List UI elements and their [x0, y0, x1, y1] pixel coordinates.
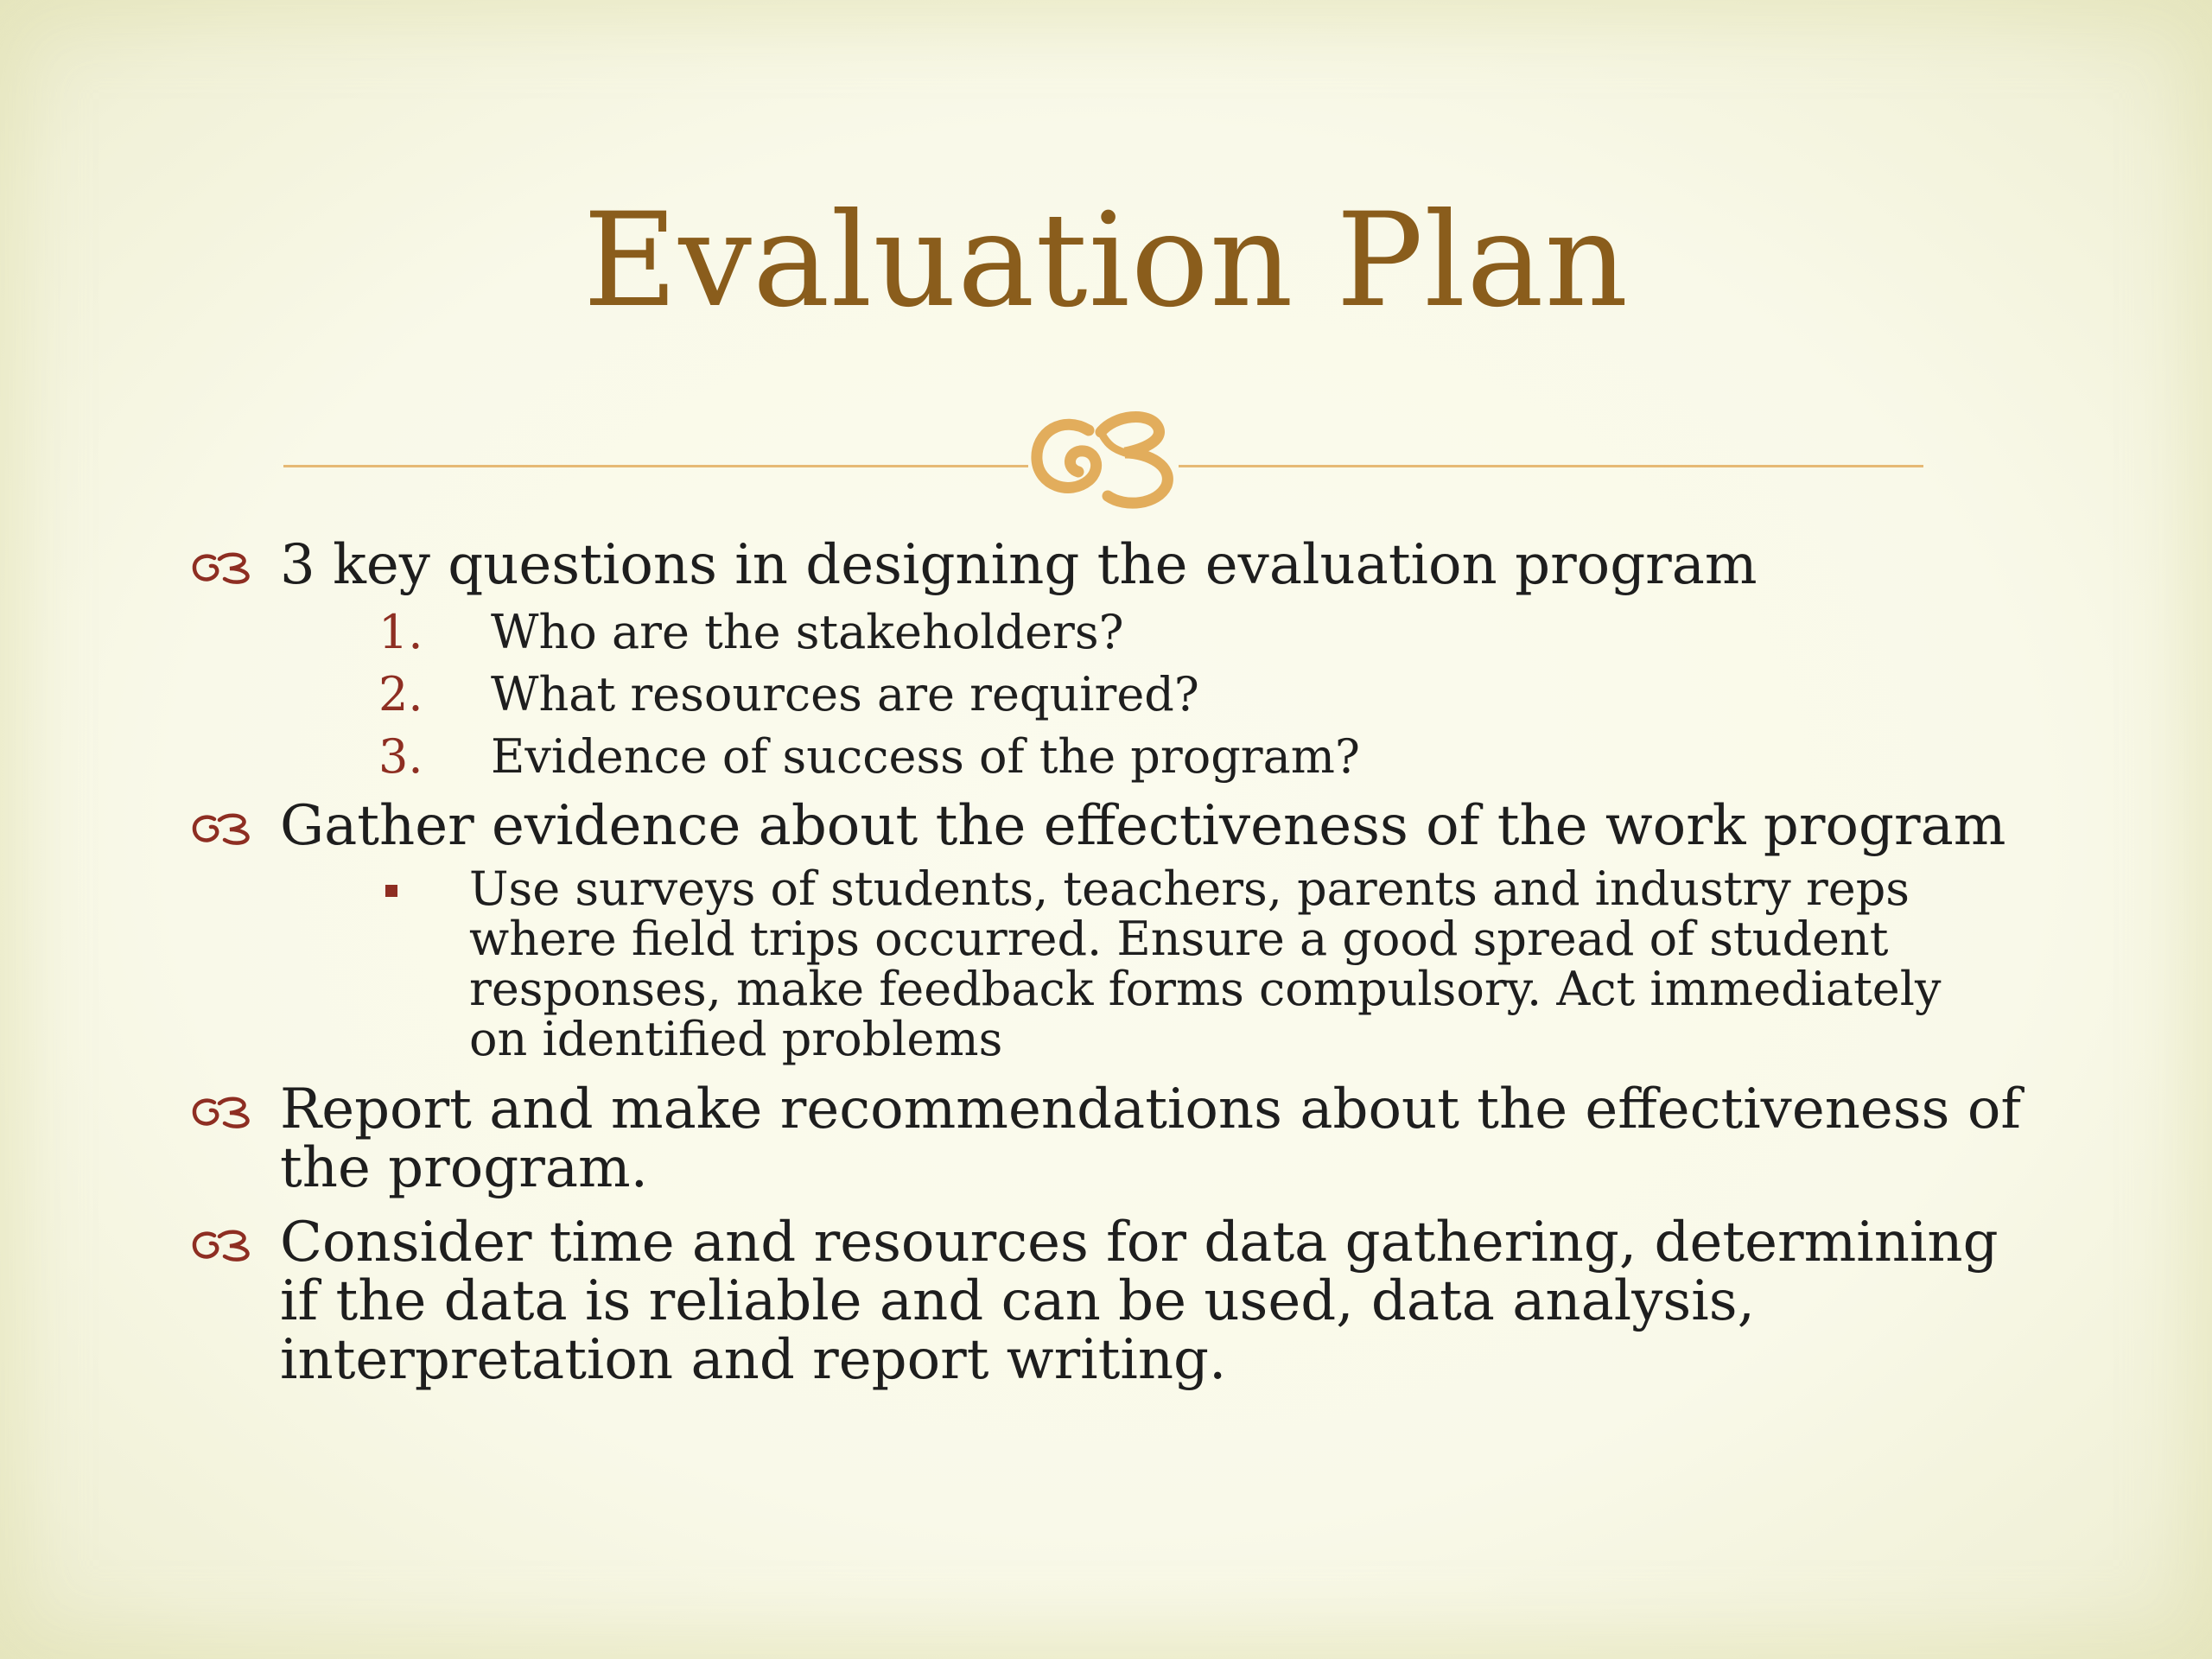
swirl-ornament-icon	[1028, 406, 1179, 510]
slide-title: Evaluation Plan	[582, 186, 1630, 336]
list-item-text: What resources are required?	[491, 667, 1199, 721]
bullet-text: 3 key questions in designing the evaluation program	[280, 533, 1758, 597]
bullet-report	[188, 1077, 2046, 1200]
list-item-text: Use surveys of students, teachers, parents and industry reps where field trips occurred. Ensure a good spread of student responses, make feedback forms compulsory. Act immediately on identified problems	[469, 861, 1942, 1066]
swirl-bullet-icon	[190, 810, 252, 845]
title-divider	[283, 406, 1923, 510]
swirl-bullet-icon	[190, 550, 252, 584]
list-item	[188, 726, 2046, 788]
bullet-text: Gather evidence about the effectiveness of the work program	[280, 794, 2006, 858]
sub-bullet-list	[188, 861, 2046, 1066]
square-bullet-icon	[385, 885, 397, 897]
slide-content	[188, 533, 2046, 1395]
list-item-text: Who are the stakeholders?	[491, 605, 1124, 659]
list-number: 3.	[378, 729, 423, 784]
list-item	[188, 664, 2046, 726]
bullet-text: Consider time and resources for data gathering, determining if the data is reliable and can be used, data analysis, interpretation and report writing.	[280, 1211, 1999, 1392]
divider-line-right	[1179, 465, 1923, 467]
list-item	[188, 601, 2046, 664]
swirl-bullet-icon	[190, 1094, 252, 1128]
bullet-key-questions	[188, 533, 2046, 597]
swirl-bullet-icon	[190, 1227, 252, 1262]
numbered-list	[188, 601, 2046, 788]
list-number: 2.	[378, 667, 423, 721]
list-number: 1.	[378, 605, 423, 659]
bullet-consider-time	[188, 1211, 2046, 1392]
list-item	[188, 861, 1951, 1066]
bullet-text: Report and make recommendations about the effectiveness of the program.	[280, 1077, 2022, 1200]
list-item-text: Evidence of success of the program?	[491, 729, 1360, 784]
bullet-gather-evidence	[188, 794, 2046, 858]
divider-line-left	[283, 465, 1028, 467]
